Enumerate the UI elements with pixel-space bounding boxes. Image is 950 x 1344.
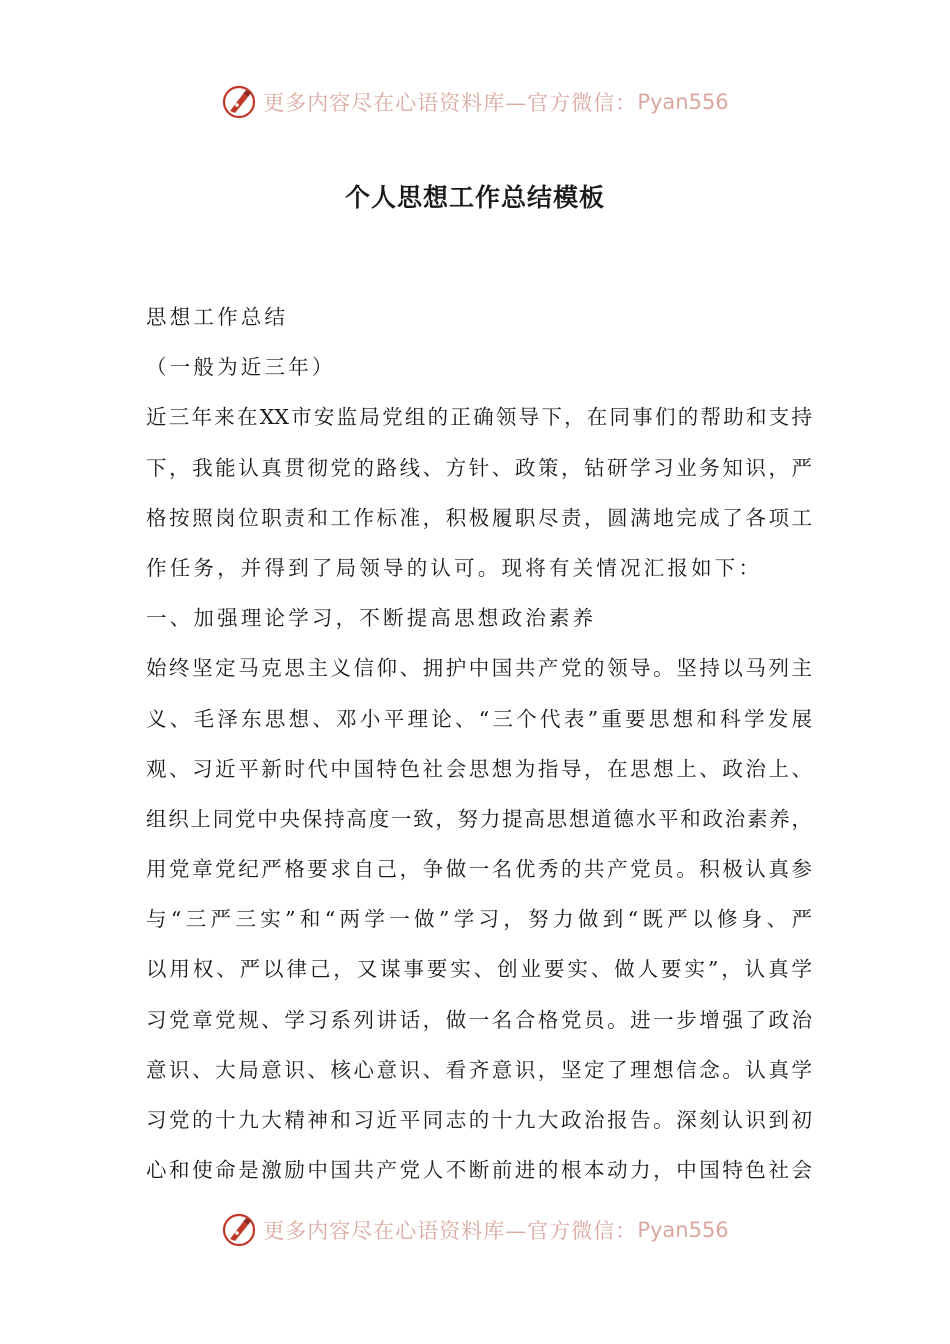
- body-line: 意识、大局意识、核心意识、看齐意识，坚定了理想信念。认真学: [146, 1057, 812, 1082]
- watermark-banner-top: [0, 80, 950, 124]
- body-line: 组织上同党中央保持高度一致，努力提高思想道德水平和政治素养，: [146, 806, 812, 831]
- document-body: [146, 292, 812, 1195]
- watermark-wechat-id: Pyan556: [637, 1218, 729, 1242]
- pen-nib-logo-icon: [221, 1212, 257, 1248]
- subsection-heading: 一、加强理论学习，不断提高思想政治素养: [146, 606, 597, 631]
- body-line: 以用权、严以律己，又谋事要实、创业要实、做人要实”，认真学: [146, 957, 812, 982]
- body-line: 格按照岗位职责和工作标准，积极履职尽责，圆满地完成了各项工: [146, 505, 812, 530]
- body-line: 习党的十九大精神和习近平同志的十九大政治报告。深刻认识到初: [146, 1108, 812, 1132]
- body-line: 与“三严三实”和“两学一做”学习，努力做到“既严以修身、严: [146, 907, 812, 932]
- body-line: 用党章党纪严格要求自己，争做一名优秀的共产党员。积极认真参: [146, 857, 812, 882]
- body-line: 习党章党规、学习系列讲话，做一名合格党员。进一步增强了政治: [146, 1007, 812, 1032]
- watermark-banner-bottom: [0, 1208, 950, 1252]
- body-line: 始终坚定马克思主义信仰、拥护中国共产党的领导。坚持以马列主: [146, 656, 812, 681]
- body-line: 观、习近平新时代中国特色社会思想为指导，在思想上、政治上、: [146, 756, 812, 781]
- body-line: 心和使命是激励中国共产党人不断前进的根本动力，中国特色社会: [146, 1158, 812, 1183]
- body-line: 义、毛泽东思想、邓小平理论、“三个代表”重要思想和科学发展: [146, 706, 812, 731]
- body-line: 近三年来在XX市安监局党组的正确领导下，在同事们的帮助和支持: [146, 405, 812, 430]
- watermark-text: 更多内容尽在心语资料库—官方微信：: [263, 1219, 638, 1243]
- watermark-text: 更多内容尽在心语资料库—官方微信：: [263, 91, 638, 115]
- body-line: 作任务，并得到了局领导的认可。现将有关情况汇报如下：: [146, 555, 763, 580]
- document-title: 个人思想工作总结模板: [344, 183, 605, 212]
- body-line: 下，我能认真贯彻党的路线、方针、政策，钻研学习业务知识，严: [146, 455, 812, 480]
- watermark-wechat-id: Pyan556: [637, 90, 729, 114]
- pen-nib-logo-icon: [221, 84, 257, 120]
- section-heading: 思想工作总结: [146, 305, 289, 329]
- period-note: （一般为近三年）: [146, 355, 336, 380]
